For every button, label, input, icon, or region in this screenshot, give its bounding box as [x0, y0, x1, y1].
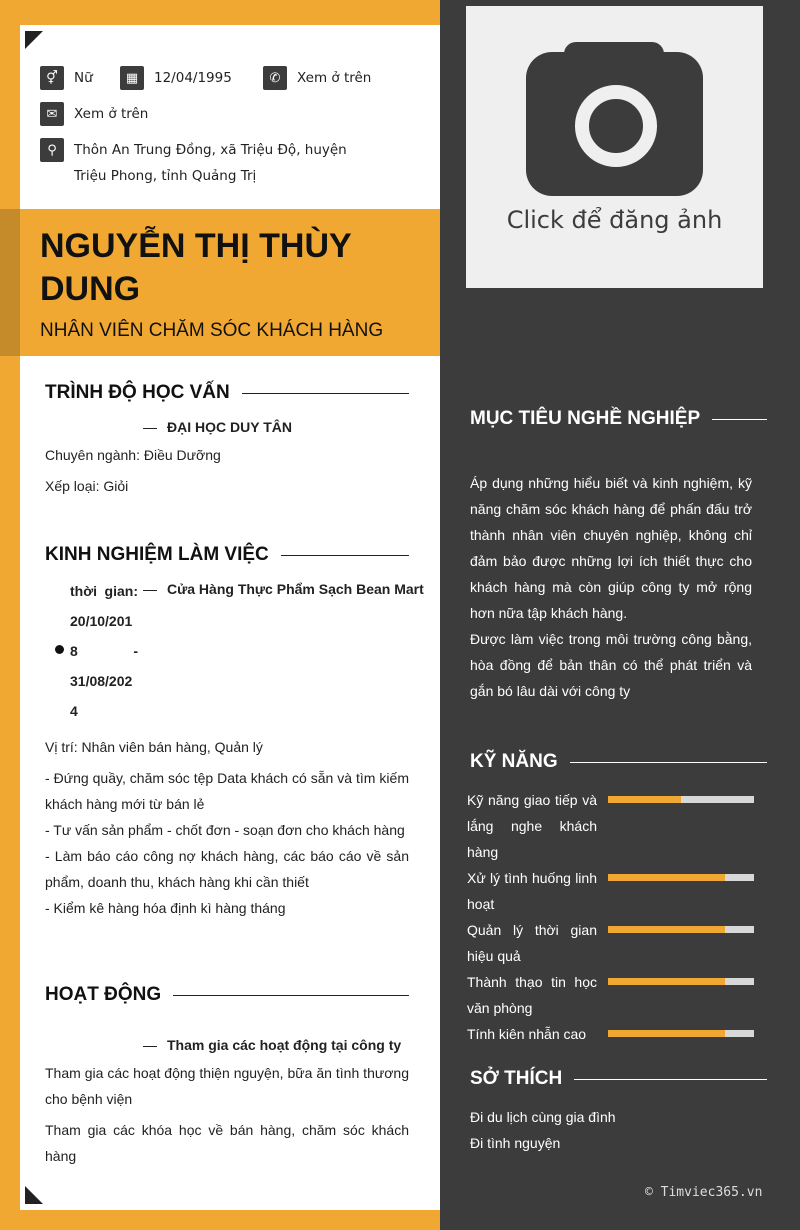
experience-position: Vị trí: Nhân viên bán hàng, Quản lý — [45, 739, 263, 755]
photo-upload[interactable] — [466, 6, 763, 288]
name-band-shade — [0, 209, 20, 356]
dob-text: 12/04/1995 — [154, 70, 232, 86]
experience-time: thời gian: 20/10/201 8 - 31/08/202 4 — [70, 583, 138, 719]
contact-dob — [120, 66, 232, 91]
activities-title: Tham gia các hoạt động tại công ty — [143, 1032, 401, 1058]
skill-bar — [608, 1030, 754, 1037]
gender-text: Nữ — [74, 70, 93, 86]
experience-bullet — [55, 645, 64, 654]
watermark: © Timviec365.vn — [645, 1185, 763, 1200]
skill-bar — [608, 874, 754, 881]
education-heading: TRÌNH ĐỘ HỌC VẤN — [45, 382, 409, 404]
corner-decoration — [25, 31, 43, 49]
activity-item: Tham gia các hoạt động thiện nguyện, bữa ăn tình thương cho bệnh viện — [45, 1065, 409, 1107]
location-pin-icon: ⚲ — [40, 138, 64, 162]
activities-heading: HOẠT ĐỘNG — [45, 984, 409, 1006]
candidate-name: NGUYỄN THỊ THÙY DUNG — [40, 227, 352, 308]
objective-heading: MỤC TIÊU NGHỀ NGHIỆP — [470, 408, 767, 430]
activity-item: Tham gia các khóa học về bán hàng, chăm sóc khách hàng — [45, 1122, 409, 1164]
education-major: Chuyên ngành: Điều Dưỡng — [45, 447, 221, 463]
skill-bar — [608, 926, 754, 933]
duty-item: - Tư vấn sản phẩm - chốt đơn - soạn đơn cho khách hàng — [45, 822, 405, 838]
skill-label: Quản lý thời gian hiệu quả — [467, 922, 597, 964]
photo-upload-label: Click để đăng ảnh — [506, 206, 723, 234]
address-text: Thôn An Trung Đồng, xã Triệu Độ, huyện Triệu Phong, tỉnh Quảng Trị — [74, 142, 347, 184]
hobby-item: Đi tình nguyện — [470, 1135, 561, 1151]
phone-icon: ✆ — [263, 66, 287, 90]
gender-icon: ⚥ — [40, 66, 64, 90]
envelope-icon: ✉ — [40, 102, 64, 126]
skill-bar-fill — [608, 1030, 725, 1037]
corner-decoration — [25, 1186, 43, 1204]
camera-lens-icon — [575, 85, 657, 167]
skills-heading: KỸ NĂNG — [470, 751, 767, 773]
skill-bar-fill — [608, 796, 681, 803]
email-text: Xem ở trên — [74, 106, 149, 122]
contact-address — [40, 138, 370, 189]
hobbies-heading: SỞ THÍCH — [470, 1068, 767, 1090]
education-grade: Xếp loại: Giỏi — [45, 478, 129, 494]
hobby-item: Đi du lịch cùng gia đình — [470, 1109, 616, 1125]
name-band — [0, 209, 440, 356]
objective-paragraph: Được làm việc trong môi trường công bằng, hòa đồng để bản thân có thể phát triển và gắn bó lâu dài với công ty — [470, 631, 752, 699]
job-title: NHÂN VIÊN CHĂM SÓC KHÁCH HÀNG — [40, 320, 384, 341]
contact-phone — [263, 66, 371, 91]
duty-item: - Kiểm kê hàng hóa định kì hàng tháng — [45, 900, 286, 916]
experience-heading: KINH NGHIỆM LÀM VIỆC — [45, 544, 409, 566]
duty-item: - Đứng quầy, chăm sóc tệp Data khách có sẵn và tìm kiếm khách hàng mới từ bán lẻ — [45, 770, 409, 812]
objective-text — [470, 470, 752, 704]
skill-bar-fill — [608, 926, 725, 933]
skill-label: Xử lý tình huống linh hoạt — [467, 870, 597, 912]
objective-paragraph: Áp dụng những hiểu biết và kinh nghiệm, kỹ năng chăm sóc khách hàng để phấn đấu trở thành nhân viên chuyên nghiệp, không chỉ đảm bảo được những lợi ích thiết thực cho khách hàng mà còn giúp công ty mở rộng hơn nữa tập khách hàng. — [470, 475, 752, 621]
skill-bar — [608, 978, 754, 985]
skill-label: Kỹ năng giao tiếp và lắng nghe khách hàng — [467, 792, 597, 860]
skill-bar-fill — [608, 978, 725, 985]
phone-text: Xem ở trên — [297, 70, 372, 86]
contact-email — [40, 102, 148, 127]
skill-label: Tính kiên nhẫn cao — [467, 1026, 587, 1042]
experience-duties — [45, 765, 409, 921]
calendar-icon: ▦ — [120, 66, 144, 90]
duty-item: - Làm báo cáo công nợ khách hàng, các báo cáo về sản phẩm, doanh thu, khách hàng khi cần thiết — [45, 848, 409, 890]
skill-bar — [608, 796, 754, 803]
experience-company: Cửa Hàng Thực Phẩm Sạch Bean Mart — [143, 576, 424, 602]
education-school: ĐẠI HỌC DUY TÂN — [143, 414, 292, 440]
contact-gender — [40, 66, 93, 91]
skill-bar-fill — [608, 874, 725, 881]
skill-label: Thành thạo tin học văn phòng — [467, 974, 597, 1016]
